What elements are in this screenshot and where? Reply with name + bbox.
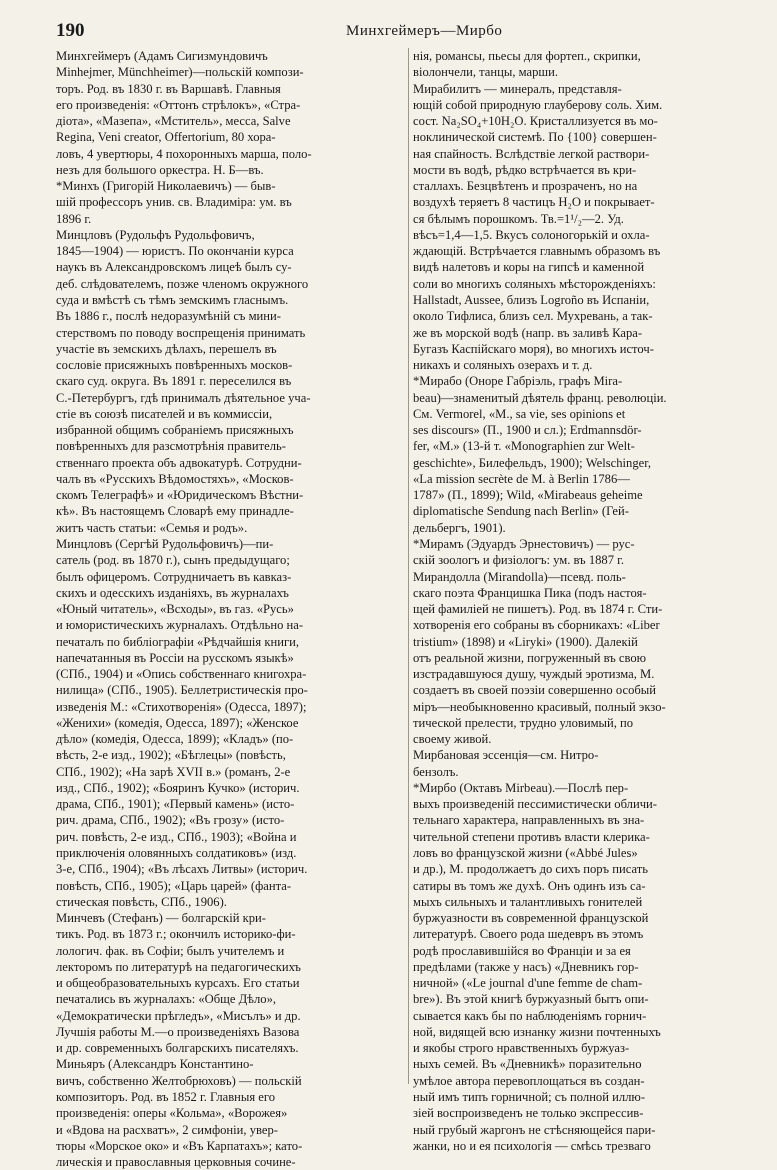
text-line: сословіе присяжныхъ повѣренныхъ москов- (56, 358, 293, 373)
page-number: 190 (56, 20, 85, 41)
text-line: стическая повѣсть, СПб., 1906). (56, 894, 227, 909)
text-line: ной, видящей всю изнанку жизни почтенныхъ (413, 1024, 661, 1039)
text-line: шій профессоръ унив. св. Владиміра: ум. въ (56, 195, 292, 210)
text-line: своему живой. (413, 732, 492, 747)
text-line: «Юный читатель», «Всходы», въ газ. «Русь» (56, 602, 294, 617)
text-line: чалъ въ «Русскихъ Вѣдомостяхъ», «Москов- (56, 471, 294, 486)
text-line: и др.), М. продолжаетъ до сихъ поръ писать (413, 862, 648, 877)
text-line: его произведенія: «Оттонъ стрѣлокъ», «Стра- (56, 97, 301, 112)
text-line: стерствомъ по поводу воспрещенія принимать (56, 325, 306, 340)
text-line: лическія и православныя церковныя сочине- (56, 1155, 296, 1170)
text-line: ждающій. Встрѣчается главнымъ образомъ въ (413, 244, 661, 259)
text-line: воздухѣ теряетъ 8 частицъ H₂O и покрывает- (413, 195, 655, 210)
text-line: создаетъ въ своей поэзіи совершенно особый (413, 683, 656, 698)
text-line: выхъ произведеній пессимистически обличи- (413, 797, 657, 812)
text-line: дѣло» (комедія, Одесса, 1899); «Кладъ» (по- (56, 732, 294, 747)
text-line: fer, «M.» (13-й т. «Monographien zur Welt- (413, 439, 635, 454)
text-line: же въ морской водѣ (напр. въ заливѣ Кара- (413, 325, 643, 340)
text-line: тической прелести, трудно уловимый, по (413, 715, 634, 730)
text-line: сталлахъ. Безцвѣтенъ и прозраченъ, но на (413, 179, 638, 194)
text-line: напечатанныя въ Россіи на русскомъ языкѣ» (56, 650, 294, 665)
text-line: мости въ водѣ, рѣдко встрѣчается въ кри- (413, 162, 637, 177)
text-line: bre»). Въ этой книгѣ буржуазный бытъ опи- (413, 992, 649, 1007)
text-line: нилища» (СПб., 1905). Беллетристическія про- (56, 683, 308, 698)
text-line: бензолъ. (413, 764, 459, 779)
text-line: Regina, Veni creator, Offertorium, 80 хора- (56, 130, 276, 145)
text-line: diplomatische Sendung nach Berlin» (Гей- (413, 504, 629, 519)
text-line: мыхъ сильныхъ и талантливыхъ гонителей (413, 894, 643, 909)
text-line: 1896 г. (56, 211, 92, 226)
text-line: міръ—необыкновенно красивый, полный экзо- (413, 699, 666, 714)
page-header (56, 20, 736, 44)
text-line: «La mission secrète de M. à Berlin 1786— (413, 471, 630, 486)
text-line: С.-Петербургъ, гдѣ принималъ дѣятельное уча- (56, 390, 311, 405)
text-line: сатиры въ томъ же духѣ. Онъ одинъ изъ са- (413, 878, 646, 893)
text-line: ses discours» (П., 1900 и сл.); Erdmannsdör- (413, 423, 642, 438)
text-line: скаго поэта Францишка Пика (подъ настоя- (413, 585, 647, 600)
text-line: незъ для большого оркестра. Н. Б—въ. (56, 162, 264, 177)
text-line: лологич. фак. въ Софіи; былъ учителемъ и (56, 943, 285, 958)
text-line: beau)—знаменитый дѣятель франц. революціи. (413, 390, 667, 405)
text-line: и др. современныхъ болгарскихъ писателяхъ. (56, 1041, 299, 1056)
text-line: *Мирабо (Оноре Габріэль, графъ Mira- (413, 374, 623, 389)
text-line: композиторъ. Род. въ 1852 г. Главныя его (56, 1090, 276, 1104)
text-line: изстрадавшуюся душу, чуждый эротизма, М. (413, 667, 655, 682)
text-line: участіе въ земскихъ дѣлахъ, перешелъ въ (56, 341, 277, 356)
text-line: Минхгеймеръ (Адамъ Сигизмундовичъ (56, 49, 268, 63)
text-line: суда и вмѣстѣ съ тѣмъ земскимъ гласнымъ. (56, 292, 289, 307)
text-line: tristium» (1898) и «Liryki» (1900). Далекій (413, 634, 638, 649)
text-line: Мирандолла (Mirandolla)—псевд. поль- (413, 569, 626, 584)
text-line: скаго суд. округа. Въ 1891 г. переселился въ (56, 374, 292, 389)
text-line: торъ. Род. въ 1830 г. въ Варшавѣ. Главныя (56, 81, 281, 96)
text-line: *Мирбо (Октавъ Mirbeau).—Послѣ пер- (413, 780, 629, 795)
running-title: Минхгеймеръ—Мирбо (346, 23, 503, 39)
text-line: буржуазности въ современной французской (413, 911, 649, 926)
text-line: скій зоологъ и физіологъ: ум. въ 1887 г. (413, 553, 625, 568)
text-line: Минцловъ (Рудольфъ Рудольфовичъ, (56, 227, 255, 242)
text-line: сывается какъ бы по наблюденіямъ горнич- (413, 1008, 647, 1023)
text-line: и якобы строго нравственныхъ буржуаз- (413, 1041, 630, 1056)
text-line: ся бѣлымъ порошкомъ. Тв.=1¹/₂—2. Уд. (413, 211, 624, 226)
text-line: ный имъ типъ горничной; съ полной иллю- (413, 1090, 646, 1104)
text-line: вичъ, собственно Желтобрюховъ) — польскій (56, 1073, 302, 1088)
text-line: віолончели, танцы, марши. (413, 65, 558, 80)
text-line: Мирбановая эссенція—см. Нитро- (413, 748, 599, 763)
text-line: Въ 1886 г., послѣ недоразумѣній съ мини- (56, 309, 281, 324)
text-line: скихъ и одесскихъ изданіяхъ, въ журналахъ (56, 585, 289, 600)
text-line: избранной общимъ собраніемъ присяжныхъ (56, 423, 294, 438)
text-line: сатель (род. въ 1870 г.), сынъ предыдущаго; (56, 553, 290, 568)
text-line: ный грубый жаргонъ не стѣсняющейся пари- (413, 1122, 656, 1137)
text-line: Минцловъ (Сергѣй Рудольфовичъ)—пи- (56, 536, 274, 551)
right-column (413, 48, 749, 1154)
text-line: кѣ». Въ настоящемъ Словарѣ ему принадле- (56, 504, 294, 519)
text-line: СПб., 1902); «На зарѣ XVII в.» (романъ, 2-е (56, 764, 291, 779)
text-line: ственнаго проекта объ адвокатурѣ. Сотрудни- (56, 455, 302, 470)
text-line: родѣ прославившійся во Франціи и за ея (413, 943, 631, 958)
text-line: изведенія М.: «Стихотворенія» (Одесса, 1897); (56, 699, 307, 714)
text-line: Hallstadt, Aussee, близъ Logroño въ Испаніи, (413, 292, 650, 307)
text-line: Лучшія работы М.—о произведеніяхъ Вазова (56, 1024, 300, 1039)
text-line: приключенія оловянныхъ солдатиковъ» (изд. (56, 846, 297, 861)
text-line: отъ реальной жизни, погруженный въ свою (413, 650, 647, 665)
text-line: geschichte», Билефельдъ, 1900); Welschinger, (413, 455, 652, 470)
text-line: Minhejmer, Münchheimer)—польскій компози- (56, 65, 304, 80)
text-line: драма, СПб., 1901); «Первый камень» (исто- (56, 797, 295, 812)
text-line: скомъ Телеграфѣ» и «Юридическомъ Вѣстни- (56, 488, 304, 503)
text-line: вѣсъ=1,4—1,5. Вкусъ солоногорькій и охла- (413, 227, 650, 242)
text-line: умѣлое автора перевоплощаться въ создан- (413, 1073, 645, 1088)
text-line: зіей воспроизведенъ не только экспрессив- (413, 1106, 644, 1121)
text-line: щей фамиліей не пишетъ). Род. въ 1874 г. Сти- (413, 602, 663, 617)
text-line: рич. драма, СПб., 1902); «Въ грозу» (исто- (56, 813, 285, 828)
text-line: около Тифлиса, близъ сел. Мухревань, а так- (413, 309, 653, 324)
text-line: произведенія: оперы «Кольма», «Ворожея» (56, 1106, 288, 1121)
text-line: хотворенія его собраны въ сборникахъ: «Liber (413, 618, 660, 633)
text-line: *Минхъ (Григорій Николаевичъ) — быв- (56, 179, 276, 194)
text-line: наукъ въ Александровскомъ лицеѣ былъ су- (56, 260, 292, 275)
text-line: видѣ налетовъ и коры на гипсѣ и каменной (413, 260, 645, 275)
text-line: житъ часть статьи: «Семья и родъ». (56, 520, 248, 535)
text-line: 1845—1904) — юристъ. По окончаніи курса (56, 244, 294, 259)
text-line: Мирабилитъ — минералъ, представля- (413, 81, 622, 96)
text-line: лекторомъ по литературѣ на педагогическихъ (56, 959, 301, 974)
left-column (56, 48, 404, 1170)
text-line: 3-е, СПб., 1904); «Въ лѣсахъ Литвы» (историч. (56, 862, 308, 877)
text-line: ющій собой природную глауберову соль. Хим. (413, 97, 663, 112)
text-line: никахъ и соляныхъ озерахъ и т. д. (413, 358, 593, 373)
text-line: тикъ. Род. въ 1873 г.; окончилъ историко-фи- (56, 927, 296, 942)
text-line: «Женихи» (комедія, Одесса, 1897); «Женское (56, 715, 299, 730)
text-line: жанки, но и ея психологія — смѣсь трезваго (413, 1138, 651, 1153)
text-line: чительной степени противъ власти клерика- (413, 829, 650, 844)
text-line: См. Vermorel, «M., sa vie, ses opinions et (413, 406, 626, 421)
text-line: печаталъ по библіографіи «Рѣдчайшія книги, (56, 634, 300, 649)
text-line: вѣсть, 2-е изд., 1902); «Бѣглецы» (повѣсть, (56, 748, 286, 763)
text-line: (СПб., 1904) и «Опись собственнаго книгохра- (56, 667, 307, 682)
text-line: литературѣ. Своего рода шедевръ въ этомъ (413, 927, 644, 942)
text-line: и общеобразовательныхъ курсахъ. Его статьи (56, 976, 300, 991)
text-line: сост. Na₂SO₄+10H₂O. Кристаллизуется въ мо- (413, 114, 658, 129)
text-line: и «Вдова на расхватъ», 2 симфоніи, увер- (56, 1122, 278, 1137)
text-line: Минчевъ (Стефанъ) — болгарскій кри- (56, 911, 266, 926)
text-line: «Демократически прѣгледъ», «Мисълъ» и др. (56, 1008, 301, 1023)
text-line: діота», «Мазепа», «Мститель», месса, Salve (56, 114, 291, 129)
text-line: ная спайность. Вслѣдствіе легкой раствори- (413, 146, 650, 161)
text-line: деб. слѣдователемъ, позже членомъ окружного (56, 276, 309, 291)
text-line: соли во многихъ соляныхъ мѣсторожденіяхъ: (413, 276, 656, 291)
text-line: Миньяръ (Александръ Константино- (56, 1057, 254, 1072)
text-line: былъ офицеромъ. Сотрудничаетъ въ кавказ- (56, 569, 292, 584)
text-line: ловъ, 4 увертюры, 4 похоронныхъ марша, поло- (56, 146, 312, 161)
text-line: ловъ во французской жизни («Abbé Jules» (413, 846, 638, 861)
text-line: ноклинической системѣ. По {100} совершен- (413, 130, 657, 145)
text-line: изд., СПб., 1902); «Бояринъ Кучко» (историч. (56, 780, 300, 795)
text-line: печатались въ журналахъ: «Обще Дѣло», (56, 992, 277, 1007)
text-line: рич. повѣсть, 2-е изд., СПб., 1903); «Война и (56, 829, 297, 844)
text-line: ничной» («Le journal d'une femme de cham- (413, 976, 643, 991)
text-line: ныхъ семей. Въ «Дневникѣ» поразительно (413, 1057, 642, 1072)
text-line: тельнаго характера, направленныхъ въ зна- (413, 813, 645, 828)
text-line: предѣлами (также у насъ) «Дневникъ гор- (413, 959, 639, 974)
text-line: 1787» (П., 1899); Wild, «Mirabeaus geheime (413, 488, 643, 503)
text-line: стіе въ союзѣ писателей и въ коммиссіи, (56, 406, 273, 421)
text-line: тюры «Морское око» и «Въ Карпатахъ»; като- (56, 1138, 303, 1153)
text-line: повѣсть, СПб., 1905); «Царь царей» (фанта- (56, 878, 292, 893)
text-line: *Мирамъ (Эдуардъ Эрнестовичъ) — рус- (413, 536, 635, 551)
text-line: Бугазъ Каспійскаго моря), во многихъ источ- (413, 341, 654, 356)
text-line: и юмористическихъ журналахъ. Отдѣльно на- (56, 618, 304, 633)
text-line: нія, романсы, пьесы для фортеп., скрипки, (413, 49, 641, 63)
column-divider (408, 48, 409, 1084)
text-line: дельбергъ, 1901). (413, 520, 506, 535)
text-line: повѣренныхъ для разсмотрѣнія правитель- (56, 439, 286, 454)
